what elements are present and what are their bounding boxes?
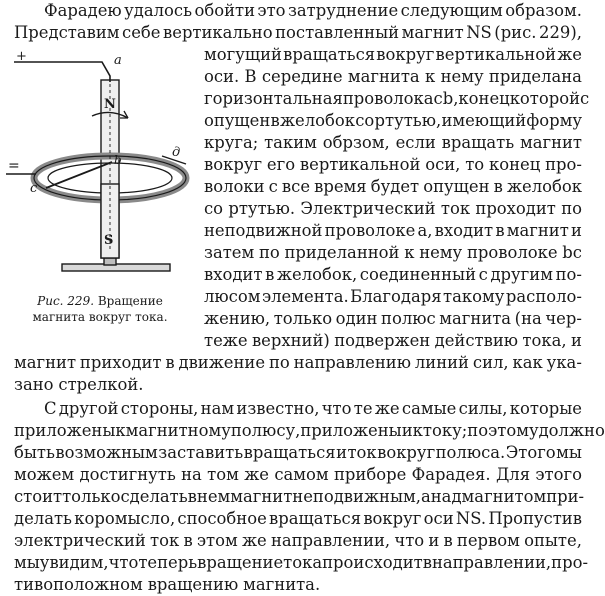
word: электрический (14, 531, 146, 550)
word: вертикально (163, 23, 273, 42)
word: в (187, 487, 197, 506)
word: к (425, 67, 436, 86)
word: форму (526, 111, 582, 130)
word: ток (347, 443, 377, 462)
word: 229), (539, 23, 582, 42)
figure-caption (10, 293, 190, 325)
word: по- (555, 265, 582, 284)
word: и (428, 531, 440, 550)
text-line-19 (44, 398, 582, 420)
label-d: д (172, 145, 181, 160)
word: вращаться (283, 45, 376, 64)
text-line-1 (44, 0, 582, 22)
word: поэтому (467, 421, 539, 440)
word: все (281, 177, 311, 196)
word: Для (495, 465, 531, 484)
label-c: c (30, 181, 38, 196)
word: происходит (322, 553, 423, 572)
text-line-17 (14, 352, 582, 374)
word: же (557, 45, 582, 64)
word: тивоположном (14, 575, 143, 594)
text-line-5 (204, 88, 590, 110)
word: вращение (197, 553, 284, 572)
word: над (430, 487, 462, 506)
word: вокруг (376, 45, 435, 64)
word: магнитному (125, 421, 231, 440)
word: полюсу, (230, 421, 301, 440)
word: с (478, 265, 488, 284)
word: быть (14, 443, 55, 462)
word: подвержен (334, 331, 431, 350)
word: образом. (505, 1, 582, 20)
word: вокруг (363, 509, 422, 528)
word: поставленный (275, 23, 400, 42)
word: способное (177, 509, 267, 528)
word: затруднение (287, 1, 399, 20)
word: входит (434, 221, 494, 240)
word: обойти (194, 1, 255, 20)
word: в (493, 177, 503, 196)
word: возможным (55, 443, 158, 462)
text-line-13 (204, 264, 582, 286)
word: вращать (441, 133, 515, 152)
word: NS (466, 23, 492, 42)
word: к (115, 421, 126, 440)
word: в (270, 111, 280, 130)
word: (рис. (494, 23, 537, 42)
word: теперь (138, 553, 198, 572)
word: волоки (204, 177, 265, 196)
wire-a (14, 62, 110, 82)
word: желобок, (276, 265, 358, 284)
word: проволоке (324, 221, 416, 240)
word: Фарадея. (411, 465, 491, 484)
word: а (420, 487, 431, 506)
text-line-14 (204, 286, 582, 308)
word: те (353, 399, 373, 418)
word: магнита (439, 309, 512, 328)
word: сил, (472, 353, 509, 372)
word: по (258, 243, 280, 262)
word: проходит (475, 199, 556, 218)
word: магнит (506, 221, 569, 240)
word: ток (150, 531, 180, 550)
word: в (265, 265, 275, 284)
faraday-apparatus-illustration (6, 49, 192, 282)
word: линий (414, 353, 469, 372)
word: стрелкой. (58, 375, 144, 394)
word: к (404, 243, 415, 262)
word: неподвижной (204, 221, 323, 240)
word: должно (538, 421, 605, 440)
text-line-11 (204, 220, 582, 242)
text-line-9 (204, 176, 582, 198)
word: достигнуть (79, 465, 176, 484)
word: по (268, 353, 290, 372)
word: другой (58, 399, 119, 418)
word: коромысло, (74, 509, 176, 528)
word: это (257, 1, 286, 20)
word: магнит (230, 487, 293, 506)
word: следующим (400, 1, 503, 20)
word: про- (545, 155, 582, 174)
word: конец (458, 89, 510, 108)
figure-caption-text: Вращение магнита вокруг тока. (32, 294, 168, 324)
word: действию (434, 331, 519, 350)
word: люсом (204, 287, 261, 306)
text-line-21 (14, 442, 582, 464)
word: самые (401, 399, 457, 418)
word: оси. (204, 67, 240, 86)
word: С (44, 399, 57, 418)
word: вращаться (269, 509, 362, 528)
word: можем (14, 465, 75, 484)
text-line-7 (204, 132, 582, 154)
word: ртутью. (228, 199, 296, 218)
word: вращаться (243, 443, 336, 462)
word: при- (546, 487, 585, 506)
word: вертикальной (435, 45, 557, 64)
word: силы, (458, 399, 508, 418)
text-line-18 (14, 374, 582, 396)
word: a, (417, 221, 433, 240)
word: тока (283, 553, 323, 572)
label-S: S (104, 233, 114, 248)
word: располо- (505, 287, 582, 306)
label-b: b (114, 153, 122, 167)
word: (на (514, 309, 542, 328)
word: мы (14, 553, 40, 572)
word: приходит (79, 353, 162, 372)
text-line-24 (14, 508, 582, 530)
word: входит (204, 265, 263, 284)
word: его (266, 155, 296, 174)
word: опыте, (524, 531, 582, 550)
word: что (108, 553, 139, 572)
text-line-15 (204, 308, 582, 330)
word: приделанной (284, 243, 400, 262)
word: соединенный (359, 265, 477, 284)
word: том (207, 465, 239, 484)
word: желобок (506, 177, 582, 196)
word: если (395, 133, 436, 152)
word: Благодаря (350, 287, 442, 306)
word: известно, (236, 399, 320, 418)
text-line-4 (204, 66, 582, 88)
word: полюс (381, 309, 436, 328)
word: неподвижным, (292, 487, 421, 506)
word: магнит (519, 133, 582, 152)
word: только (273, 309, 333, 328)
text-line-26 (14, 552, 588, 574)
word: будет (370, 177, 420, 196)
word: NS. (455, 509, 487, 528)
word: стороны, (120, 399, 199, 418)
word: проволока (342, 89, 434, 108)
word: приложены (14, 421, 116, 440)
word: В (244, 67, 257, 86)
word: этом (196, 531, 238, 550)
text-line-10 (204, 198, 582, 220)
word: в (443, 531, 453, 550)
word: увидим, (39, 553, 109, 572)
word: желобок (279, 111, 356, 130)
word: другим (490, 265, 553, 284)
word: первом (456, 531, 520, 550)
word: круга; (204, 133, 259, 152)
word: вокруг (377, 443, 436, 462)
word: только (62, 487, 121, 506)
word: по (561, 199, 582, 218)
word: ука- (546, 353, 582, 372)
word: в (165, 353, 175, 372)
word: Электрический (300, 199, 436, 218)
word: нем (196, 487, 231, 506)
word: середине (261, 67, 343, 86)
text-line-27 (14, 574, 582, 596)
text-line-6 (204, 110, 582, 132)
word: приборе (334, 465, 407, 484)
word: что (321, 399, 352, 418)
word: самом (274, 465, 329, 484)
word: стоит (14, 487, 63, 506)
word: оси (423, 509, 454, 528)
text-line-25 (14, 530, 582, 552)
word: движение (178, 353, 266, 372)
word: обрзом, (322, 133, 390, 152)
word: cb, (433, 89, 459, 108)
word: оси, (425, 155, 461, 174)
figure-caption-number: Рис. 229. (37, 294, 95, 308)
word: один (335, 309, 378, 328)
word: к (412, 421, 423, 440)
word: такому (443, 287, 505, 306)
text-line-22 (14, 464, 582, 486)
word: конец (488, 155, 541, 174)
word: нему (419, 243, 463, 262)
word: и (336, 443, 347, 462)
word: магнита. (243, 575, 321, 594)
word: магнит (401, 23, 464, 42)
word: ток (440, 199, 471, 218)
word: в (183, 531, 193, 550)
word: заставить (158, 443, 244, 462)
word: как (512, 353, 543, 372)
word: приделана (488, 67, 582, 86)
word: сделать (120, 487, 188, 506)
word: про- (551, 553, 588, 572)
word: направлении, (270, 531, 391, 550)
text-line-20 (14, 420, 605, 442)
word: Этого (505, 443, 556, 462)
word: c (268, 177, 278, 196)
word: этого (535, 465, 582, 484)
word: теже (204, 331, 248, 350)
word: со (204, 199, 224, 218)
word: делать (14, 509, 72, 528)
word: магнита (347, 67, 420, 86)
word: приложены (300, 421, 402, 440)
minus-label: = (8, 158, 20, 174)
word: ртутью, (374, 111, 442, 130)
word: могущий (204, 45, 282, 64)
word: которые (509, 399, 582, 418)
word: горизонтальная (204, 89, 343, 108)
word: магнит (14, 353, 77, 372)
word: полюса. (435, 443, 506, 462)
word: жению, (204, 309, 271, 328)
word: себе (122, 23, 161, 42)
label-N: N (104, 97, 116, 112)
word: c (580, 89, 590, 108)
word: со (355, 111, 375, 130)
word: время (314, 177, 367, 196)
word: которой (509, 89, 581, 108)
word: нему (440, 67, 484, 86)
word: магнитом (461, 487, 547, 506)
word: тока, (522, 331, 567, 350)
word: направлении, (431, 553, 552, 572)
text-line-23 (14, 486, 585, 508)
text-line-8 (204, 154, 582, 176)
word: опущен (204, 111, 271, 130)
word: на (181, 465, 202, 484)
word: нам (200, 399, 235, 418)
word: таким (264, 133, 317, 152)
word: что (394, 531, 425, 550)
word: же (241, 531, 267, 550)
word: чер- (545, 309, 582, 328)
word: току; (422, 421, 468, 440)
word: удалось (124, 1, 193, 20)
plus-label: + (16, 49, 27, 64)
word: и (401, 421, 413, 440)
word: верхний) (251, 331, 330, 350)
text-line-12 (204, 242, 582, 264)
label-a: a (114, 53, 122, 68)
word: вокруг (204, 155, 263, 174)
word: в (495, 221, 505, 240)
word: вертикальной (299, 155, 421, 174)
word: элемента. (261, 287, 349, 306)
word: направлению (293, 353, 411, 372)
word: и (570, 221, 582, 240)
word: же (374, 399, 400, 418)
word: Пропустив (488, 509, 582, 528)
word: Представим (14, 23, 120, 42)
word: и (571, 331, 582, 350)
text-line-16 (204, 330, 582, 352)
word: вращению (147, 575, 239, 594)
word: Фарадею (44, 1, 122, 20)
word: же (244, 465, 269, 484)
word: bc (562, 243, 582, 262)
word: имеющий (441, 111, 527, 130)
word: в (422, 553, 432, 572)
word: зано (14, 375, 54, 394)
text-line-3 (204, 44, 582, 66)
text-line-2 (14, 22, 582, 44)
word: проволоке (466, 243, 558, 262)
word: опущен (423, 177, 490, 196)
word: то (465, 155, 485, 174)
word: мы (556, 443, 582, 462)
word: затем (204, 243, 255, 262)
